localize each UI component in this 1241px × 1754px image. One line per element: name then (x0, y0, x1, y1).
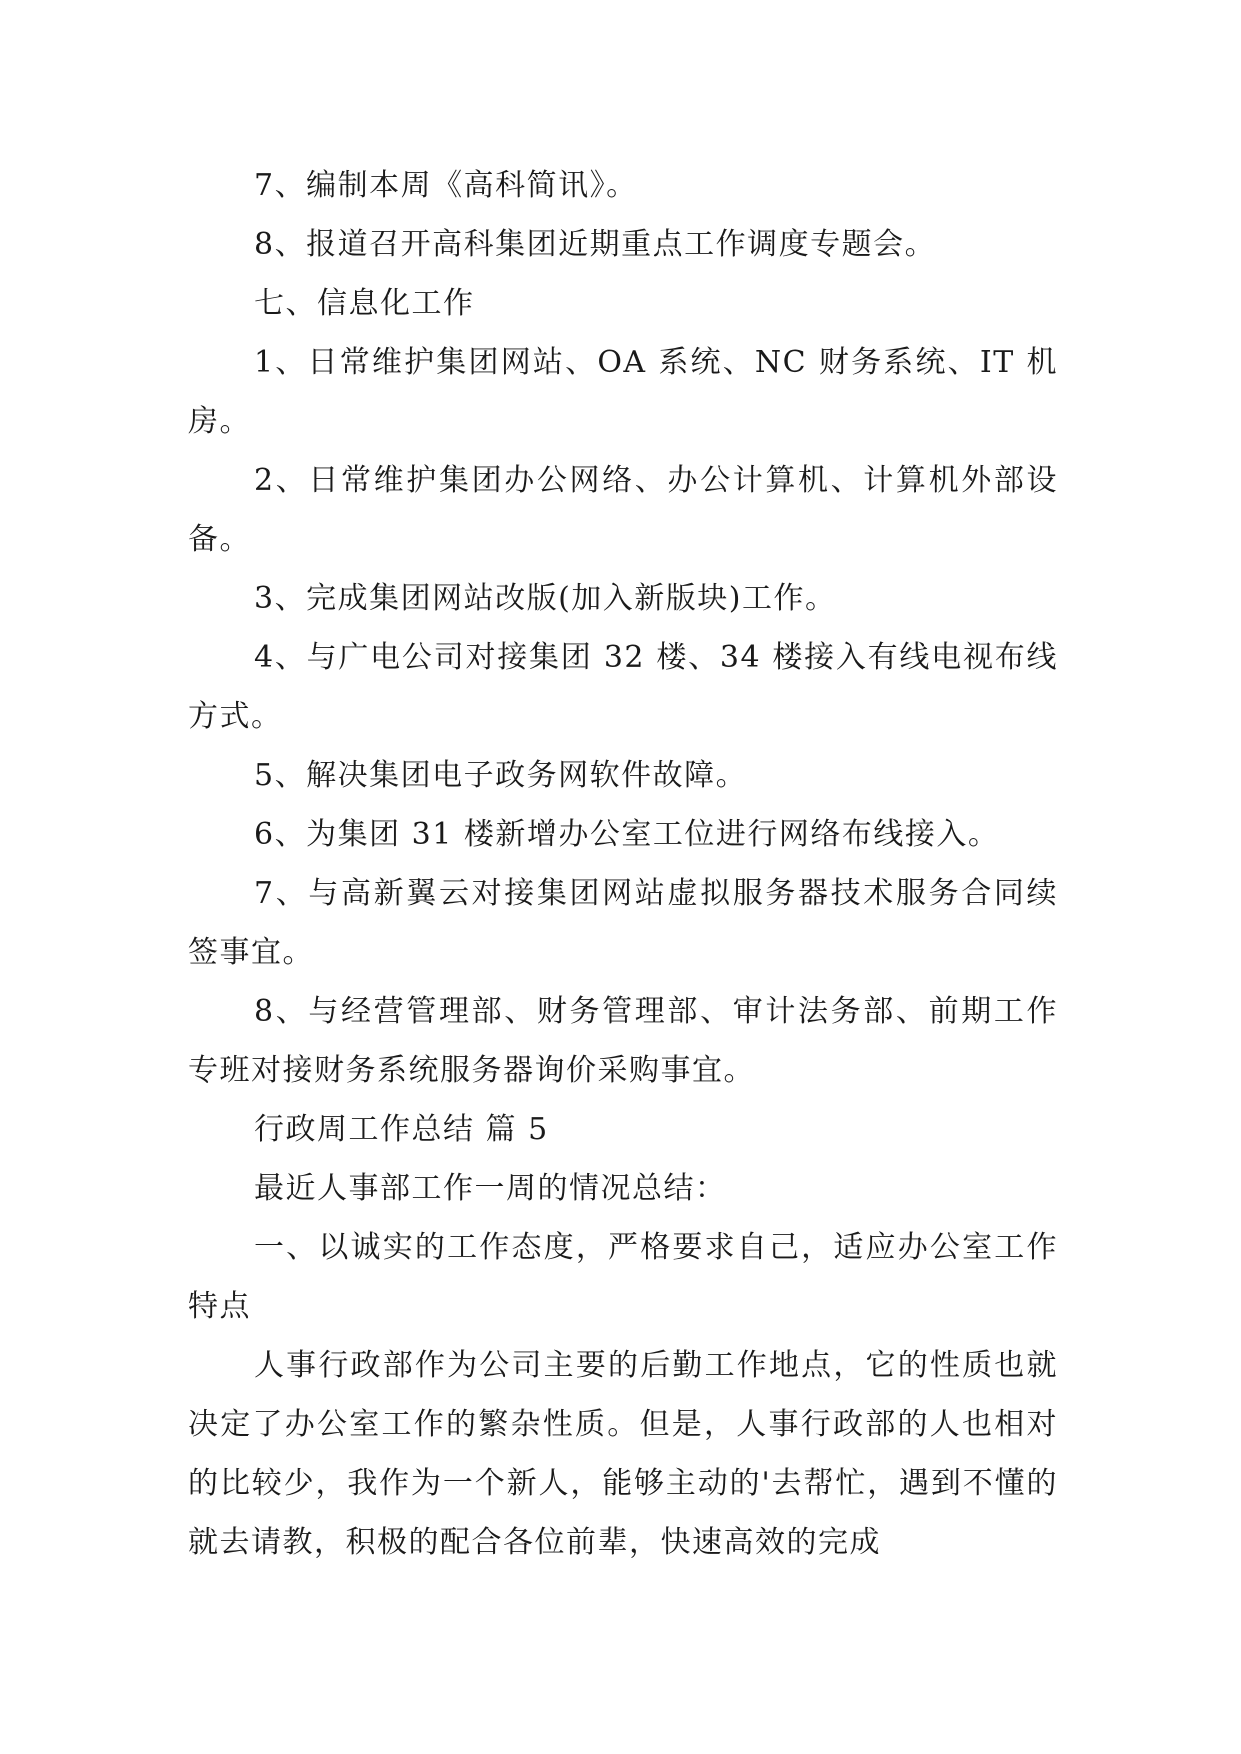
paragraph: 6、为集团 31 楼新增办公室工位进行网络布线接入。 (254, 817, 1000, 852)
article-title: 行政周工作总结 篇 5 (254, 1112, 549, 1147)
paragraph: 8、与经营管理部、财务管理部、审计法务部、前期工作专班对接财务系统服务器询价采购事宜。 (188, 994, 1058, 1088)
section-heading: 一、以诚实的工作态度，严格要求自己，适应办公室工作特点 (188, 1230, 1058, 1324)
paragraph: 2、日常维护集团办公网络、办公计算机、计算机外部设备。 (188, 463, 1058, 557)
paragraph: 7、编制本周《高科简讯》。 (254, 168, 638, 203)
document-body-top (188, 156, 1058, 1100)
paragraph: 人事行政部作为公司主要的后勤工作地点，它的性质也就决定了办公室工作的繁杂性质。但是，人事行政部的人也相对的比较少，我作为一个新人，能够主动的'去帮忙，遇到不懂的就去请教，积极的配合各位前辈，快速高效的完成 (188, 1348, 1058, 1560)
paragraph: 5、解决集团电子政务网软件故障。 (254, 758, 748, 793)
paragraph: 最近人事部工作一周的情况总结： (254, 1171, 727, 1206)
paragraph: 4、与广电公司对接集团 32 楼、34 楼接入有线电视布线方式。 (188, 640, 1058, 734)
paragraph: 8、报道召开高科集团近期重点工作调度专题会。 (254, 227, 937, 262)
paragraph: 1、日常维护集团网站、OA 系统、NC 财务系统、IT 机房。 (188, 345, 1058, 439)
paragraph: 3、完成集团网站改版(加入新版块)工作。 (254, 581, 837, 616)
document-body-bottom (188, 1100, 1058, 1572)
paragraph: 7、与高新翼云对接集团网站虚拟服务器技术服务合同续签事宜。 (188, 876, 1058, 970)
section-heading: 七、信息化工作 (254, 286, 475, 321)
